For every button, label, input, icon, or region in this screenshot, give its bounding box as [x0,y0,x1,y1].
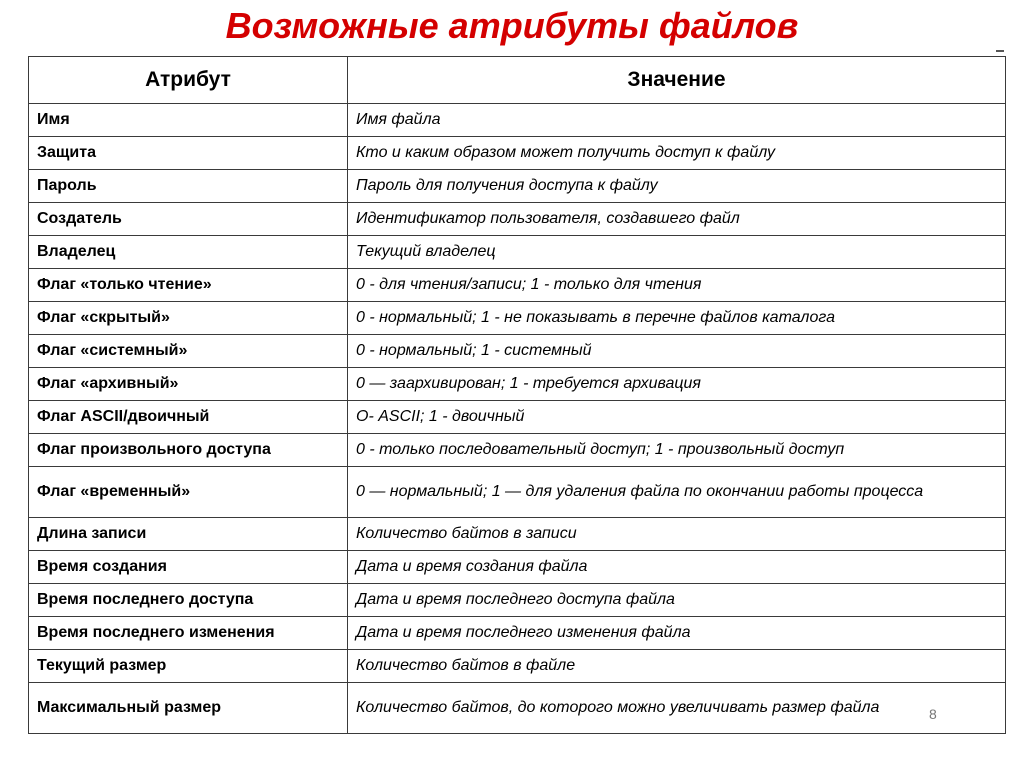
value-cell: 0 - только последовательный доступ; 1 - произвольный доступ [348,434,1006,467]
attribute-cell: Флаг «системный» [29,335,348,368]
value-cell: Количество байтов, до которого можно увеличивать размер файла [348,683,1006,734]
header-attribute: Атрибут [29,57,348,104]
attribute-cell: Максимальный размер [29,683,348,734]
table-row [29,650,1006,683]
attribute-cell: Имя [29,104,348,137]
value-cell: 0 — заархивирован; 1 - требуется архивация [348,368,1006,401]
value-cell: Кто и каким образом может получить доступ к файлу [348,137,1006,170]
slide-title: Возможные атрибуты файлов [225,5,799,46]
attribute-cell: Флаг ASCII/двоичный [29,401,348,434]
attribute-cell: Время последнего доступа [29,584,348,617]
attribute-cell: Время последнего изменения [29,617,348,650]
table-row [29,104,1006,137]
value-cell: Имя файла [348,104,1006,137]
value-cell: 0 - нормальный; 1 - не показывать в перечне файлов каталога [348,302,1006,335]
attribute-cell: Флаг «скрытый» [29,302,348,335]
table-row [29,137,1006,170]
value-cell: Количество байтов в файле [348,650,1006,683]
attribute-cell: Флаг «только чтение» [29,269,348,302]
value-cell: Дата и время последнего изменения файла [348,617,1006,650]
value-cell: 0 — нормальный; 1 — для удаления файла по окончании работы процесса [348,467,1006,518]
value-cell: Пароль для получения доступа к файлу [348,170,1006,203]
attribute-cell: Длина записи [29,518,348,551]
table-row [29,203,1006,236]
attribute-cell: Защита [29,137,348,170]
value-cell: Дата и время последнего доступа файла [348,584,1006,617]
table-row [29,401,1006,434]
table-row [29,302,1006,335]
table-row [29,617,1006,650]
file-attributes-table [28,56,1006,734]
table-row [29,683,1006,734]
attribute-cell: Текущий размер [29,650,348,683]
table-row [29,170,1006,203]
value-cell: Идентификатор пользователя, создавшего файл [348,203,1006,236]
attribute-cell: Владелец [29,236,348,269]
attribute-cell: Флаг «временный» [29,467,348,518]
value-cell: Дата и время создания файла [348,551,1006,584]
table-row [29,584,1006,617]
corner-mark [996,50,1004,52]
table-row [29,551,1006,584]
table-row [29,335,1006,368]
table-row [29,434,1006,467]
table-row [29,269,1006,302]
value-cell: 0 - нормальный; 1 - системный [348,335,1006,368]
attribute-cell: Флаг произвольного доступа [29,434,348,467]
table-row [29,368,1006,401]
attribute-cell: Время создания [29,551,348,584]
page-number: 8 [929,706,937,722]
header-value: Значение [348,57,1006,104]
value-cell: 0 - для чтения/записи; 1 - только для чтения [348,269,1006,302]
attribute-cell: Флаг «архивный» [29,368,348,401]
value-cell: Количество байтов в записи [348,518,1006,551]
value-cell: Текущий владелец [348,236,1006,269]
table-row [29,467,1006,518]
attribute-cell: Пароль [29,170,348,203]
value-cell: О- ASCII; 1 - двоичный [348,401,1006,434]
table-row [29,236,1006,269]
attribute-cell: Создатель [29,203,348,236]
table-row [29,518,1006,551]
table-header-row [29,57,1006,104]
